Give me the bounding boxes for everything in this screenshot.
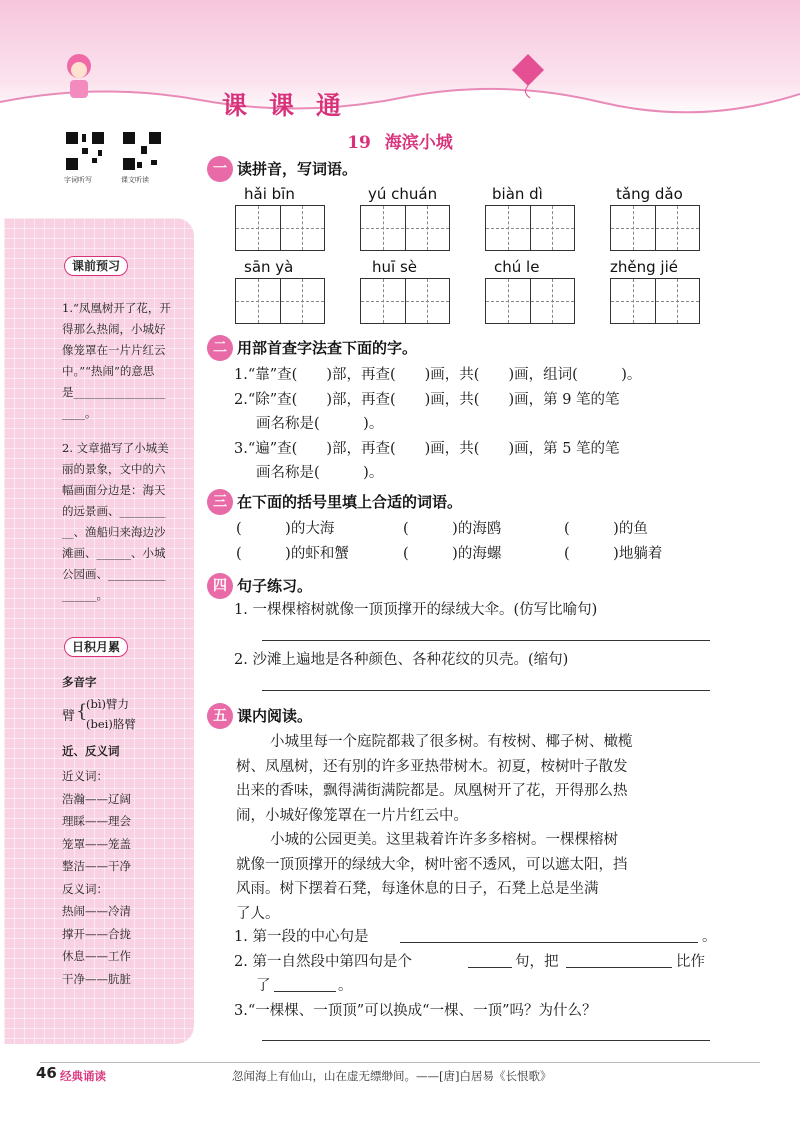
footer-label: 经典诵读 xyxy=(60,1069,106,1083)
brand-title: 课课通 xyxy=(222,91,364,120)
section-badge-5: 五 xyxy=(207,703,233,729)
section-title-5: 课内阅读。 xyxy=(237,707,313,725)
section-title-2: 用部首查字法查下面的字。 xyxy=(237,339,418,357)
footer-rule xyxy=(40,1062,760,1063)
punct: 。 xyxy=(702,929,717,945)
lookup-line: 2.“除”查( )部，再查( )画，共( )画，第 9 笔的笔 xyxy=(234,392,620,408)
answer-line[interactable] xyxy=(262,690,710,691)
header-wave xyxy=(0,72,800,122)
preview-tag: 课前预习 xyxy=(64,255,128,274)
section-title-3: 在下面的括号里填上合适的词语。 xyxy=(237,493,463,511)
preview-question-2: 2. 文章描写了小城美 丽的景象，文中的六 幅画面分边是：海天 的远景画、________ __、渔船归来海边沙 滩画、______、小城 公园画、__________ ______。 xyxy=(62,441,169,602)
section-badge-2: 二 xyxy=(207,335,233,361)
lookup-line: 画名称是( )。 xyxy=(256,465,384,481)
qr-label: 课文听读 xyxy=(121,176,149,184)
pinyin: yú chuán xyxy=(368,185,438,203)
q2-text: 比作 xyxy=(676,954,705,970)
fill-phrase: ( )的虾和蟹 xyxy=(236,546,349,562)
synonym-list: 近义词： 浩瀚——辽阔 理睬——理会 笼罩——笼盖 整洁——干净 反义词： 热闹——冷清 撑开——合拢 休息——工作 干净——肮脏 xyxy=(62,769,131,986)
page-number: 46 xyxy=(36,1064,57,1082)
polyphone-items: (bì)臂力 (bei)胳臂 xyxy=(86,697,136,731)
qr-label: 字词听写 xyxy=(64,176,92,184)
punct: 。 xyxy=(338,978,353,994)
fill-phrase: ( )的鱼 xyxy=(564,521,648,537)
girl-mascot-icon xyxy=(55,48,105,106)
synonym-title: 近、反义词 xyxy=(62,744,120,758)
polyphone-char: 臂 xyxy=(62,709,76,724)
writing-grid[interactable] xyxy=(485,205,575,251)
writing-grid[interactable] xyxy=(235,278,325,324)
footer-quote: 忽闻海上有仙山，山在虚无缥缈间。——[唐]白居易《长恨歌》 xyxy=(232,1069,552,1083)
reading-paragraph-2: 小城的公园更美。这里栽着许许多多榕树。一棵棵榕树 就像一顶顶撑开的绿绒大伞，树叶密不透风，可以遮太阳，挡 风雨。树下摆着石凳，每逢休息的日子，石凳上总是坐满 了人。 xyxy=(236,832,628,922)
pinyin: huī sè xyxy=(372,258,417,276)
pinyin: biàn dì xyxy=(492,185,543,203)
reading-paragraph-1: 小城里每一个庭院都栽了很多树。有桉树、椰子树、橄榄 树、凤凰树，还有别的许多亚热带树木。初夏，桉树叶子散发 出来的香味，飘得满街满院都是。凤凰树开了花，开得那么热 闹，小城好像笼罩在一片片红云中。 xyxy=(236,734,633,824)
pinyin: zhěng jié xyxy=(610,258,678,276)
answer-line[interactable] xyxy=(400,942,698,943)
q2-text: 了 xyxy=(256,978,271,994)
answer-line[interactable] xyxy=(566,967,672,968)
writing-grid[interactable] xyxy=(610,205,700,251)
writing-grid[interactable] xyxy=(610,278,700,324)
fill-phrase: ( )的海鸥 xyxy=(403,521,502,537)
lookup-line: 画名称是( )。 xyxy=(256,416,384,432)
answer-line[interactable] xyxy=(274,991,336,992)
pinyin: sān yà xyxy=(244,258,294,276)
lookup-line: 3.“遍”查( )部，再查( )画，共( )画，第 5 笔的笔 xyxy=(234,441,620,457)
lesson-number: 19 xyxy=(347,133,371,153)
daily-tag: 日积月累 xyxy=(64,636,128,655)
section-title-1: 读拼音，写词语。 xyxy=(237,160,358,178)
answer-line[interactable] xyxy=(262,640,710,641)
answer-line[interactable] xyxy=(468,967,512,968)
section-badge-3: 三 xyxy=(207,489,233,515)
sentence-question-1: 1. 一棵棵榕树就像一顶顶撑开的绿绒大伞。(仿写比喻句) xyxy=(234,602,598,618)
section-badge-1: 一 xyxy=(207,156,233,182)
answer-line[interactable] xyxy=(262,1040,710,1041)
fill-phrase: ( )的海螺 xyxy=(403,546,502,562)
qr-code-icon[interactable] xyxy=(64,130,106,172)
writing-grid[interactable] xyxy=(235,205,325,251)
brace: { xyxy=(76,701,88,722)
lesson-title xyxy=(0,128,800,153)
writing-grid[interactable] xyxy=(360,205,450,251)
sentence-question-2: 2. 沙滩上遍地是各种颜色、各种花纹的贝壳。(缩句) xyxy=(234,652,569,668)
qr-code-icon[interactable] xyxy=(121,130,163,172)
reading-question-2: 2. 第一自然段中第四句是个 xyxy=(234,954,412,970)
pinyin: hǎi bīn xyxy=(244,185,295,203)
pinyin: tǎng dǎo xyxy=(616,185,683,203)
lesson-name: 海滨小城 xyxy=(384,133,453,153)
pinyin: chú le xyxy=(494,258,540,276)
reading-question-3: 3.“一棵棵、一顶顶”可以换成“一棵、一顶”吗？为什么？ xyxy=(234,1003,597,1019)
fill-phrase: ( )地躺着 xyxy=(564,546,663,562)
fill-phrase: ( )的大海 xyxy=(236,521,335,537)
section-title-4: 句子练习。 xyxy=(237,577,313,595)
preview-question-1: 1.“凤凰树开了花，开 得那么热闹，小城好 像笼罩在一片片红云 中。”“热闹”的意思 是________________ ____。 xyxy=(62,301,171,420)
writing-grid[interactable] xyxy=(360,278,450,324)
kite-icon xyxy=(508,52,548,100)
polyphone-title: 多音字 xyxy=(62,675,97,689)
section-badge-4: 四 xyxy=(207,573,233,599)
reading-question-1: 1. 第一段的中心句是 xyxy=(234,929,369,945)
writing-grid[interactable] xyxy=(485,278,575,324)
q2-text: 句，把 xyxy=(515,954,559,970)
lookup-line: 1.“靠”查( )部，再查( )画，共( )画，组词( )。 xyxy=(234,367,642,383)
